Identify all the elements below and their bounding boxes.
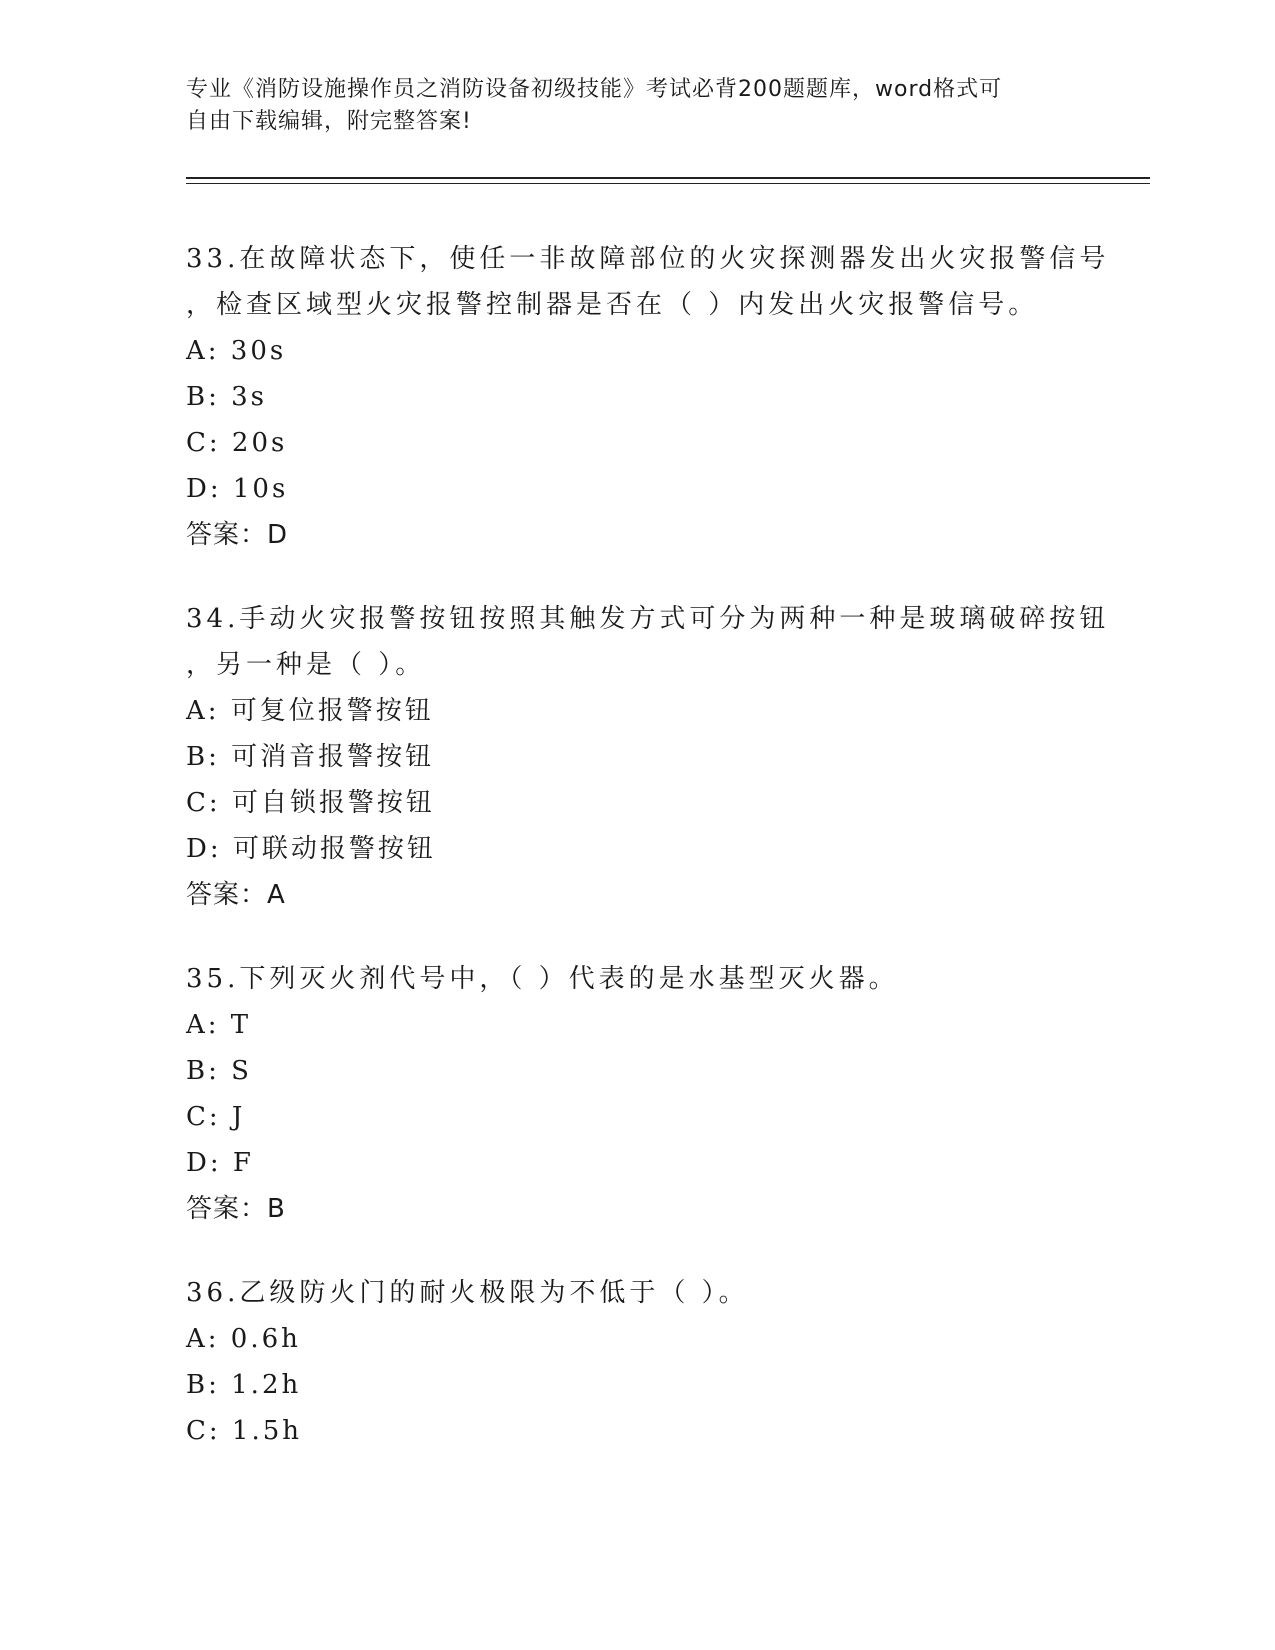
question-34 [186, 596, 1110, 918]
option-a: A: 0.6h [186, 1324, 301, 1354]
question-stem-line: 33.在故障状态下，使任一非故障部位的火灾探测器发出火灾报警信号 [186, 244, 1110, 274]
option-c: C: J [186, 1102, 246, 1132]
document-header [186, 74, 1066, 138]
question-stem-line: ，另一种是（ ）。 [186, 650, 426, 680]
question-stem-line: 36.乙级防火门的耐火极限为不低于（ ）。 [186, 1278, 749, 1308]
option-c: C: 20s [186, 428, 288, 458]
answer: 答案：B [186, 1194, 286, 1224]
option-c: C: 可自锁报警按钮 [186, 788, 435, 818]
option-a: A: 30s [186, 336, 287, 366]
header-line-1: 专业《消防设施操作员之消防设备初级技能》考试必背200题题库，word格式可 [186, 77, 1003, 102]
option-d: D: F [186, 1148, 254, 1178]
option-b: B: 可消音报警按钮 [186, 742, 435, 772]
question-36 [186, 1270, 1086, 1454]
option-b: B: 3s [186, 382, 268, 412]
option-b: B: 1.2h [186, 1370, 302, 1400]
option-a: A: 可复位报警按钮 [186, 696, 434, 726]
option-a: A: T [186, 1010, 252, 1040]
question-33 [186, 236, 1110, 558]
option-d: D: 10s [186, 474, 289, 504]
question-stem-line: ，检查区域型火灾报警控制器是否在（ ）内发出火灾报警信号。 [186, 290, 1039, 320]
question-35 [186, 956, 1086, 1232]
answer: 答案：A [186, 880, 286, 910]
question-stem-line: 35.下列灭火剂代号中，（ ）代表的是水基型灭火器。 [186, 964, 899, 994]
answer: 答案：D [186, 520, 289, 550]
question-list [186, 236, 1110, 1492]
option-d: D: 可联动报警按钮 [186, 834, 436, 864]
header-divider-thick [186, 177, 1150, 179]
header-divider-thin [186, 183, 1150, 184]
option-b: B: S [186, 1056, 252, 1086]
option-c: C: 1.5h [186, 1416, 303, 1446]
header-line-2: 自由下载编辑，附完整答案! [186, 109, 472, 134]
question-stem-line: 34.手动火灾报警按钮按照其触发方式可分为两种一种是玻璃破碎按钮 [186, 604, 1110, 634]
